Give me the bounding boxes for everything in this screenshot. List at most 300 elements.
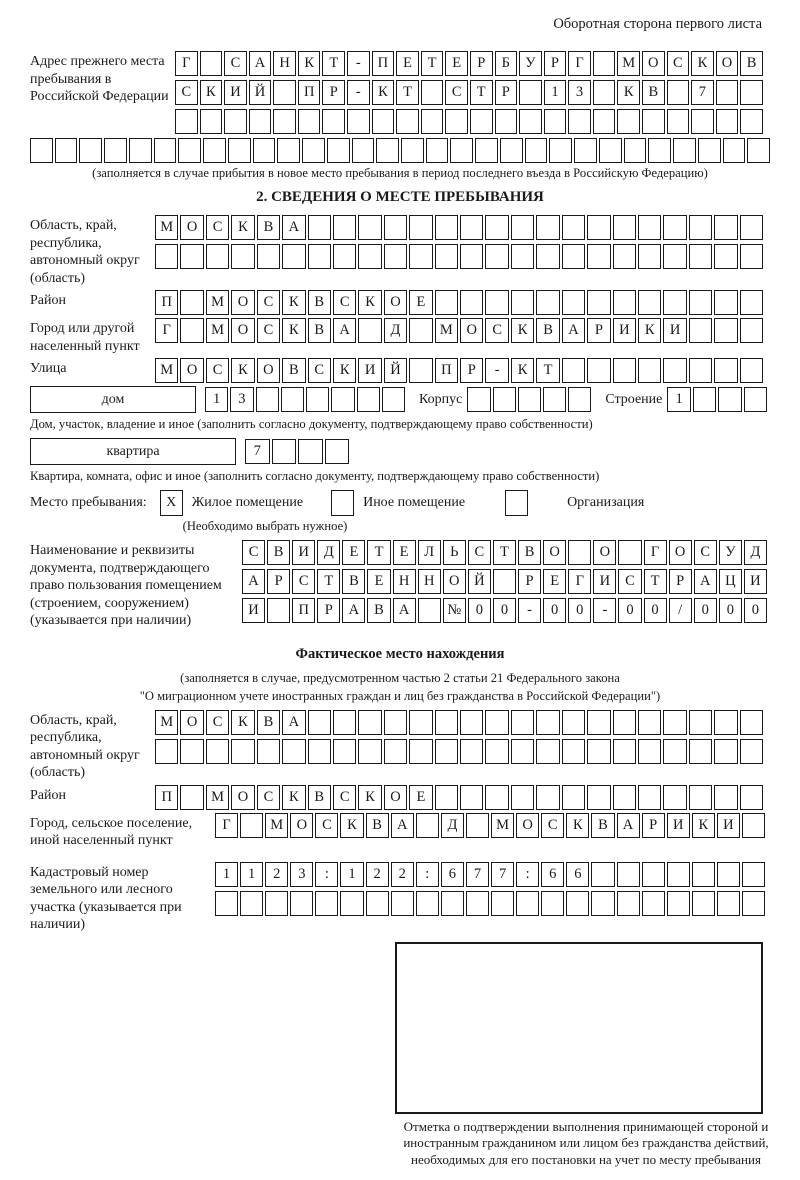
char-cell[interactable]: В (342, 569, 365, 594)
char-cell[interactable]: К (282, 290, 305, 315)
char-cell[interactable] (689, 215, 712, 240)
char-cell[interactable]: С (242, 540, 265, 565)
char-cell[interactable] (740, 80, 763, 105)
char-cell[interactable] (511, 739, 534, 764)
char-cell[interactable]: И (744, 569, 767, 594)
char-cell[interactable]: Р (587, 318, 610, 343)
char-cell[interactable] (435, 215, 458, 240)
char-cell[interactable]: Г (175, 51, 198, 76)
char-cell[interactable]: 6 (541, 862, 564, 887)
char-cell[interactable] (740, 358, 763, 383)
char-cell[interactable]: Р (460, 358, 483, 383)
char-cell[interactable] (333, 244, 356, 269)
char-cell[interactable]: Г (215, 813, 238, 838)
char-cell[interactable] (638, 358, 661, 383)
char-cell[interactable] (409, 215, 432, 240)
char-cell[interactable] (308, 244, 331, 269)
char-cell[interactable] (689, 710, 712, 735)
char-cell[interactable] (470, 109, 493, 134)
char-cell[interactable]: А (282, 710, 305, 735)
char-cell[interactable] (154, 138, 177, 163)
char-cell[interactable] (382, 387, 405, 412)
char-cell[interactable]: О (180, 215, 203, 240)
char-cell[interactable]: В (308, 318, 331, 343)
char-cell[interactable] (613, 710, 636, 735)
char-cell[interactable]: О (716, 51, 739, 76)
char-cell[interactable] (421, 109, 444, 134)
char-cell[interactable] (180, 739, 203, 764)
char-cell[interactable] (638, 290, 661, 315)
char-cell[interactable]: 0 (493, 598, 516, 623)
char-cell[interactable] (518, 387, 541, 412)
char-cell[interactable] (648, 138, 671, 163)
char-cell[interactable] (667, 80, 690, 105)
char-cell[interactable]: Е (445, 51, 468, 76)
char-cell[interactable] (624, 138, 647, 163)
char-cell[interactable] (692, 891, 715, 916)
char-cell[interactable] (485, 290, 508, 315)
char-cell[interactable]: К (566, 813, 589, 838)
char-cell[interactable]: Е (367, 569, 390, 594)
char-cell[interactable] (617, 891, 640, 916)
char-cell[interactable] (562, 244, 585, 269)
char-cell[interactable]: Й (249, 80, 272, 105)
char-cell[interactable] (441, 891, 464, 916)
char-cell[interactable] (104, 138, 127, 163)
char-cell[interactable] (282, 739, 305, 764)
char-cell[interactable] (742, 891, 765, 916)
char-cell[interactable] (663, 710, 686, 735)
char-cell[interactable]: О (384, 785, 407, 810)
char-cell[interactable] (475, 138, 498, 163)
char-cell[interactable] (714, 785, 737, 810)
char-cell[interactable] (155, 244, 178, 269)
char-cell[interactable] (445, 109, 468, 134)
char-cell[interactable]: Д (317, 540, 340, 565)
char-cell[interactable] (714, 215, 737, 240)
char-cell[interactable]: С (333, 290, 356, 315)
char-cell[interactable] (358, 739, 381, 764)
char-cell[interactable]: К (511, 358, 534, 383)
char-cell[interactable] (742, 813, 765, 838)
char-cell[interactable]: К (200, 80, 223, 105)
char-cell[interactable]: Д (441, 813, 464, 838)
char-cell[interactable]: Ц (719, 569, 742, 594)
char-cell[interactable] (568, 540, 591, 565)
char-cell[interactable] (740, 290, 763, 315)
char-cell[interactable] (689, 290, 712, 315)
char-cell[interactable]: О (180, 710, 203, 735)
char-cell[interactable] (460, 710, 483, 735)
char-cell[interactable]: О (516, 813, 539, 838)
char-cell[interactable] (418, 598, 441, 623)
char-cell[interactable] (384, 215, 407, 240)
char-cell[interactable]: Й (384, 358, 407, 383)
char-cell[interactable]: К (231, 710, 254, 735)
char-cell[interactable]: И (667, 813, 690, 838)
char-cell[interactable]: Т (644, 569, 667, 594)
char-cell[interactable] (740, 318, 763, 343)
char-cell[interactable] (613, 785, 636, 810)
char-cell[interactable]: 1 (667, 387, 691, 412)
char-cell[interactable]: Г (155, 318, 178, 343)
char-cell[interactable]: О (257, 358, 280, 383)
char-cell[interactable]: 1 (340, 862, 363, 887)
char-cell[interactable] (747, 138, 770, 163)
char-cell[interactable] (485, 244, 508, 269)
char-cell[interactable] (599, 138, 622, 163)
char-cell[interactable]: О (231, 290, 254, 315)
char-cell[interactable] (638, 785, 661, 810)
char-cell[interactable] (358, 215, 381, 240)
char-cell[interactable] (689, 358, 712, 383)
char-cell[interactable] (409, 244, 432, 269)
char-cell[interactable]: М (155, 710, 178, 735)
char-cell[interactable]: С (445, 80, 468, 105)
char-cell[interactable] (740, 109, 763, 134)
char-cell[interactable]: 6 (566, 862, 589, 887)
char-cell[interactable]: Т (367, 540, 390, 565)
char-cell[interactable]: Б (495, 51, 518, 76)
char-cell[interactable]: В (591, 813, 614, 838)
char-cell[interactable] (613, 215, 636, 240)
char-cell[interactable] (485, 710, 508, 735)
char-cell[interactable]: Г (644, 540, 667, 565)
char-cell[interactable]: А (242, 569, 265, 594)
char-cell[interactable] (308, 215, 331, 240)
char-cell[interactable]: П (155, 290, 178, 315)
char-cell[interactable] (663, 215, 686, 240)
char-cell[interactable] (667, 109, 690, 134)
char-cell[interactable]: И (224, 80, 247, 105)
char-cell[interactable]: 1 (240, 862, 263, 887)
char-cell[interactable] (562, 710, 585, 735)
char-cell[interactable]: - (347, 80, 370, 105)
char-cell[interactable]: Г (568, 569, 591, 594)
char-cell[interactable] (215, 891, 238, 916)
char-cell[interactable] (435, 244, 458, 269)
char-cell[interactable]: Й (468, 569, 491, 594)
char-cell[interactable] (203, 138, 226, 163)
char-cell[interactable] (240, 813, 263, 838)
char-cell[interactable]: 0 (468, 598, 491, 623)
char-cell[interactable]: В (642, 80, 665, 105)
char-cell[interactable]: / (669, 598, 692, 623)
char-cell[interactable] (409, 318, 432, 343)
char-cell[interactable]: В (518, 540, 541, 565)
char-cell[interactable] (587, 739, 610, 764)
char-cell[interactable] (740, 710, 763, 735)
char-cell[interactable] (543, 387, 566, 412)
char-cell[interactable] (200, 51, 223, 76)
char-cell[interactable] (55, 138, 78, 163)
char-cell[interactable] (593, 80, 616, 105)
char-cell[interactable] (638, 244, 661, 269)
char-cell[interactable] (180, 290, 203, 315)
char-cell[interactable] (536, 785, 559, 810)
char-cell[interactable] (485, 215, 508, 240)
char-cell[interactable]: К (282, 785, 305, 810)
char-cell[interactable]: 7 (245, 439, 270, 464)
char-cell[interactable] (663, 739, 686, 764)
char-cell[interactable]: 2 (391, 862, 414, 887)
char-cell[interactable]: В (257, 710, 280, 735)
char-cell[interactable] (714, 318, 737, 343)
char-cell[interactable] (613, 739, 636, 764)
char-cell[interactable]: А (617, 813, 640, 838)
char-cell[interactable]: С (257, 785, 280, 810)
char-cell[interactable]: К (231, 358, 254, 383)
char-cell[interactable]: К (691, 51, 714, 76)
char-cell[interactable] (511, 710, 534, 735)
char-cell[interactable] (384, 244, 407, 269)
char-cell[interactable] (638, 710, 661, 735)
char-cell[interactable]: - (593, 598, 616, 623)
char-cell[interactable] (587, 358, 610, 383)
char-cell[interactable] (667, 891, 690, 916)
char-cell[interactable]: О (231, 785, 254, 810)
char-cell[interactable] (180, 785, 203, 810)
char-cell[interactable]: Т (317, 569, 340, 594)
char-cell[interactable] (257, 244, 280, 269)
char-cell[interactable] (493, 387, 516, 412)
char-cell[interactable]: К (358, 290, 381, 315)
char-cell[interactable] (714, 290, 737, 315)
char-cell[interactable] (277, 138, 300, 163)
char-cell[interactable] (714, 244, 737, 269)
char-cell[interactable] (717, 891, 740, 916)
char-cell[interactable]: К (358, 785, 381, 810)
char-cell[interactable] (352, 138, 375, 163)
char-cell[interactable] (714, 739, 737, 764)
char-cell[interactable]: О (669, 540, 692, 565)
char-cell[interactable] (692, 862, 715, 887)
char-cell[interactable] (562, 290, 585, 315)
char-cell[interactable]: А (249, 51, 272, 76)
char-cell[interactable]: М (155, 215, 178, 240)
char-cell[interactable]: С (667, 51, 690, 76)
char-cell[interactable]: : (516, 862, 539, 887)
char-cell[interactable] (409, 358, 432, 383)
char-cell[interactable]: С (257, 290, 280, 315)
char-cell[interactable] (511, 215, 534, 240)
char-cell[interactable] (714, 710, 737, 735)
char-cell[interactable] (591, 862, 614, 887)
char-cell[interactable] (591, 891, 614, 916)
char-cell[interactable] (587, 290, 610, 315)
char-cell[interactable] (568, 387, 591, 412)
char-cell[interactable]: С (485, 318, 508, 343)
char-cell[interactable]: С (315, 813, 338, 838)
char-cell[interactable] (740, 244, 763, 269)
char-cell[interactable] (587, 215, 610, 240)
char-cell[interactable] (714, 358, 737, 383)
char-cell[interactable]: 0 (543, 598, 566, 623)
char-cell[interactable] (519, 109, 542, 134)
char-cell[interactable]: Т (493, 540, 516, 565)
char-cell[interactable]: 0 (694, 598, 717, 623)
char-cell[interactable] (740, 215, 763, 240)
char-cell[interactable] (333, 710, 356, 735)
char-cell[interactable] (281, 387, 304, 412)
char-cell[interactable] (511, 290, 534, 315)
char-cell[interactable]: 3 (568, 80, 591, 105)
char-cell[interactable]: И (717, 813, 740, 838)
char-cell[interactable] (409, 739, 432, 764)
char-cell[interactable] (593, 51, 616, 76)
char-cell[interactable] (638, 215, 661, 240)
char-cell[interactable] (587, 710, 610, 735)
char-cell[interactable]: Р (518, 569, 541, 594)
char-cell[interactable]: Е (409, 290, 432, 315)
char-cell[interactable] (384, 710, 407, 735)
char-cell[interactable] (460, 244, 483, 269)
char-cell[interactable] (467, 387, 490, 412)
char-cell[interactable]: С (333, 785, 356, 810)
char-cell[interactable]: - (518, 598, 541, 623)
char-cell[interactable] (693, 387, 717, 412)
char-cell[interactable]: О (460, 318, 483, 343)
char-cell[interactable] (536, 739, 559, 764)
char-cell[interactable] (613, 244, 636, 269)
char-cell[interactable] (409, 710, 432, 735)
char-cell[interactable]: - (347, 51, 370, 76)
char-cell[interactable] (617, 862, 640, 887)
char-cell[interactable] (718, 387, 742, 412)
char-cell[interactable] (536, 710, 559, 735)
char-cell[interactable] (315, 891, 338, 916)
char-cell[interactable] (435, 710, 458, 735)
char-cell[interactable]: М (206, 290, 229, 315)
char-cell[interactable] (618, 540, 641, 565)
char-cell[interactable]: Л (418, 540, 441, 565)
char-cell[interactable] (231, 244, 254, 269)
char-cell[interactable] (357, 387, 380, 412)
char-cell[interactable] (298, 439, 323, 464)
char-cell[interactable] (491, 891, 514, 916)
char-cell[interactable]: О (290, 813, 313, 838)
char-cell[interactable]: Р (322, 80, 345, 105)
char-cell[interactable] (541, 891, 564, 916)
char-cell[interactable]: Р (317, 598, 340, 623)
char-cell[interactable]: : (416, 862, 439, 887)
char-cell[interactable]: Д (384, 318, 407, 343)
char-cell[interactable] (347, 109, 370, 134)
char-cell[interactable] (562, 215, 585, 240)
char-cell[interactable] (155, 739, 178, 764)
char-cell[interactable] (544, 109, 567, 134)
char-cell[interactable]: О (180, 358, 203, 383)
char-cell[interactable]: О (593, 540, 616, 565)
char-cell[interactable] (180, 318, 203, 343)
char-cell[interactable]: Е (396, 51, 419, 76)
char-cell[interactable] (340, 891, 363, 916)
char-cell[interactable] (175, 109, 198, 134)
char-cell[interactable] (568, 109, 591, 134)
char-cell[interactable] (416, 813, 439, 838)
char-cell[interactable]: М (491, 813, 514, 838)
char-cell[interactable]: В (267, 540, 290, 565)
char-cell[interactable] (178, 138, 201, 163)
char-cell[interactable]: И (593, 569, 616, 594)
char-cell[interactable]: 3 (290, 862, 313, 887)
char-cell[interactable]: О (231, 318, 254, 343)
char-cell[interactable]: В (367, 598, 390, 623)
char-cell[interactable] (723, 138, 746, 163)
char-cell[interactable] (450, 138, 473, 163)
char-cell[interactable]: С (468, 540, 491, 565)
char-cell[interactable]: 7 (466, 862, 489, 887)
char-cell[interactable] (308, 739, 331, 764)
char-cell[interactable] (290, 891, 313, 916)
char-cell[interactable] (435, 290, 458, 315)
char-cell[interactable]: Т (536, 358, 559, 383)
char-cell[interactable] (642, 862, 665, 887)
char-cell[interactable] (617, 109, 640, 134)
char-cell[interactable]: В (257, 215, 280, 240)
char-cell[interactable] (689, 739, 712, 764)
char-cell[interactable]: Т (322, 51, 345, 76)
char-cell[interactable]: 6 (441, 862, 464, 887)
char-cell[interactable]: 0 (744, 598, 767, 623)
char-cell[interactable] (689, 244, 712, 269)
char-cell[interactable]: У (719, 540, 742, 565)
char-cell[interactable] (322, 109, 345, 134)
char-cell[interactable] (593, 109, 616, 134)
char-cell[interactable] (485, 785, 508, 810)
char-cell[interactable] (460, 739, 483, 764)
char-cell[interactable] (273, 80, 296, 105)
char-cell[interactable] (376, 138, 399, 163)
char-cell[interactable] (358, 244, 381, 269)
char-cell[interactable]: П (298, 80, 321, 105)
char-cell[interactable] (562, 358, 585, 383)
char-cell[interactable] (549, 138, 572, 163)
char-cell[interactable]: Р (470, 51, 493, 76)
char-cell[interactable] (253, 138, 276, 163)
char-cell[interactable] (587, 244, 610, 269)
char-cell[interactable]: М (206, 318, 229, 343)
char-cell[interactable]: И (358, 358, 381, 383)
char-cell[interactable] (435, 739, 458, 764)
char-cell[interactable]: С (175, 80, 198, 105)
char-cell[interactable] (206, 244, 229, 269)
char-cell[interactable] (272, 439, 297, 464)
char-cell[interactable] (716, 80, 739, 105)
char-cell[interactable]: 1 (215, 862, 238, 887)
char-cell[interactable] (638, 739, 661, 764)
char-cell[interactable] (663, 244, 686, 269)
char-cell[interactable] (267, 598, 290, 623)
char-cell[interactable]: № (443, 598, 466, 623)
char-cell[interactable]: С (224, 51, 247, 76)
char-cell[interactable]: С (206, 358, 229, 383)
char-cell[interactable]: 0 (644, 598, 667, 623)
char-cell[interactable] (129, 138, 152, 163)
char-cell[interactable] (516, 891, 539, 916)
char-cell[interactable]: Д (744, 540, 767, 565)
char-cell[interactable] (673, 138, 696, 163)
char-cell[interactable] (566, 891, 589, 916)
char-cell[interactable] (384, 739, 407, 764)
char-cell[interactable] (200, 109, 223, 134)
char-cell[interactable]: И (613, 318, 636, 343)
char-cell[interactable]: 0 (719, 598, 742, 623)
char-cell[interactable]: М (265, 813, 288, 838)
char-cell[interactable]: К (282, 318, 305, 343)
char-cell[interactable]: И (242, 598, 265, 623)
char-cell[interactable]: К (298, 51, 321, 76)
